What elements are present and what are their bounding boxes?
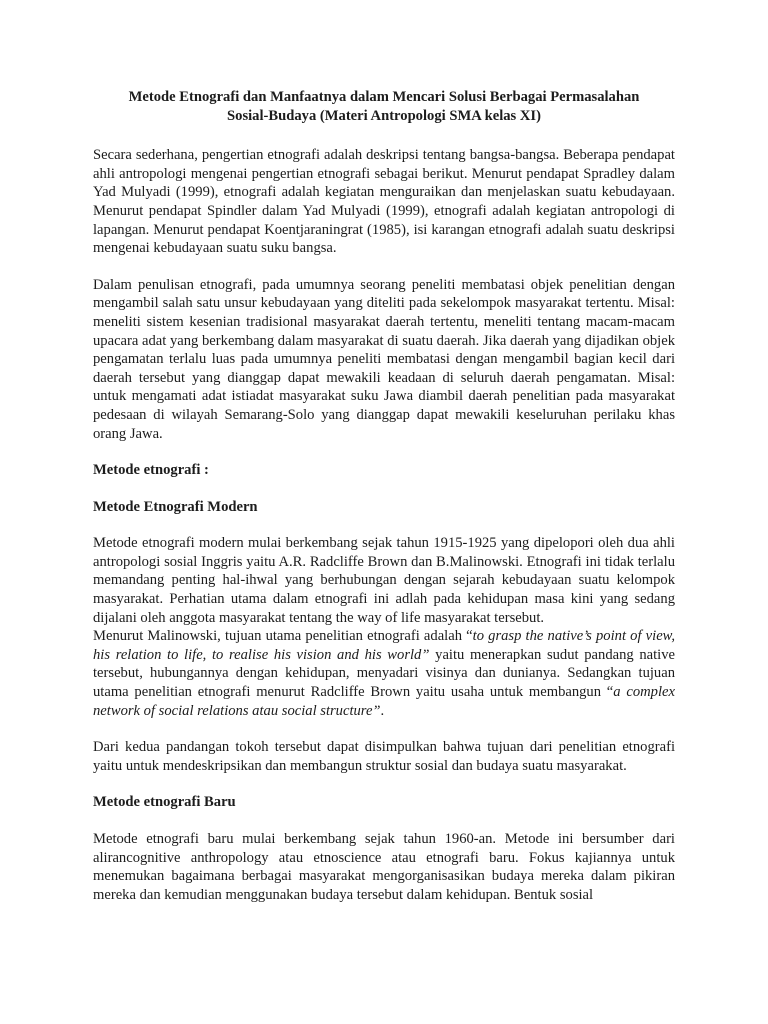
radcliffe-brown-quote: a complex network of social relations atau social structure” bbox=[93, 684, 675, 719]
document-title bbox=[93, 88, 675, 125]
paragraph-malinowski bbox=[93, 627, 675, 720]
document-page bbox=[93, 88, 675, 904]
paragraph-definition: Secara sederhana, pengertian etnografi adalah deskripsi tentang bangsa-bangsa. Beberapa pendapat ahli antropologi mengenai pengertian etnografi sebagai berikut. Menurut pendapat Spradley dalam Yad Mulyadi (1999), etnografi adalah kegiatan menguraikan dan menjelaskan suatu kebudayaan. Menurut pendapat Spindler dalam Yad Mulyadi (1999), etnografi adalah kegiatan antropologi di lapangan. Menurut pendapat Koentjaraningrat (1985), isi karangan etnografi adalah suatu deskripsi mengenai kebudayaan suatu suku bangsa. bbox=[93, 147, 675, 257]
malinowski-quote: to grasp the native’s point of view, his relation to life, to realise his vision and his world” bbox=[93, 628, 675, 663]
heading-etnografi-modern: Metode Etnografi Modern bbox=[93, 498, 258, 515]
heading-etnografi-baru: Metode etnografi Baru bbox=[93, 794, 236, 811]
malinowski-text-c: . bbox=[380, 702, 385, 719]
title-line-1: Metode Etnografi dan Manfaatnya dalam Mencari Solusi Berbagai Permasalahan bbox=[128, 89, 640, 105]
paragraph-writing: Dalam penulisan etnografi, pada umumnya seorang peneliti membatasi objek penelitian dengan mengambil salah satu unsur kebudayaan yang diteliti pada sekelompok masyarakat tertentu. Misal: meneliti sistem kesenian tradisional masyarakat daerah tertentu, meneliti tentang macam-macam upacara adat yang berkembang dalam masyarakat di suatu daerah. Jika daerah yang dijadikan objek pengamatan terlalu luas pada umumnya peneliti membatasi dengan mengambil bagian kecil dari daerah tersebut yang dianggap dapat mewakili keadaan di seluruh daerah pengamatan. Misal: untuk mengamati adat istiadat masyarakat suku Jawa diambil daerah penelitian pada masyarakat pedesaan di wilayah Semarang-Solo yang dianggap dapat mewakili keseluruhan perilaku khas orang Jawa. bbox=[93, 276, 675, 442]
paragraph-conclusion: Dari kedua pandangan tokoh tersebut dapat disimpulkan bahwa tujuan dari penelitian etnografi yaitu untuk mendeskripsikan dan membangun struktur sosial dan budaya suatu masyarakat. bbox=[93, 739, 675, 774]
malinowski-text-b: yaitu menerapkan sudut pandang native tersebut, hubungannya dengan kehidupan, menyadari visinya dan dunianya. Sedangkan tujuan utama penelitian etnografi menurut Radcliffe Brown yaitu usaha untuk membangun “ bbox=[93, 646, 675, 701]
paragraph-modern-history: Metode etnografi modern mulai berkembang sejak tahun 1915-1925 yang dipelopori oleh dua ahli antropologi sosial Inggris yaitu A.R. Radcliffe Brown dan B.Malinowski. Etnografi ini tidak terlalu memandang penting hal-ihwal yang berhubungan dengan sejarah kebudayaan suatu kelompok masyarakat. Perhatian utama dalam etnografi ini adlah pada kehidupan masa kini yang sedang dijalani oleh anggota masyarakat tentang the way of life masyarakat tersebut. bbox=[93, 535, 675, 626]
heading-metode-etnografi: Metode etnografi : bbox=[93, 462, 209, 479]
paragraph-new-ethnography: Metode etnografi baru mulai berkembang sejak tahun 1960-an. Metode ini bersumber dari alirancognitive anthropology atau etnoscience atau etnografi baru. Fokus kajiannya untuk menemukan bagaimana berbagai masyarakat mengorganisasikan budaya mereka dalam pikiran mereka dan kemudian menggunakan budaya tersebut dalam kehidupan. Bentuk sosial bbox=[93, 831, 675, 903]
malinowski-text-a: Menurut Malinowski, tujuan utama penelitian etnografi adalah “ bbox=[93, 628, 473, 645]
title-line-2: Sosial-Budaya (Materi Antropologi SMA kelas XI) bbox=[227, 107, 541, 124]
